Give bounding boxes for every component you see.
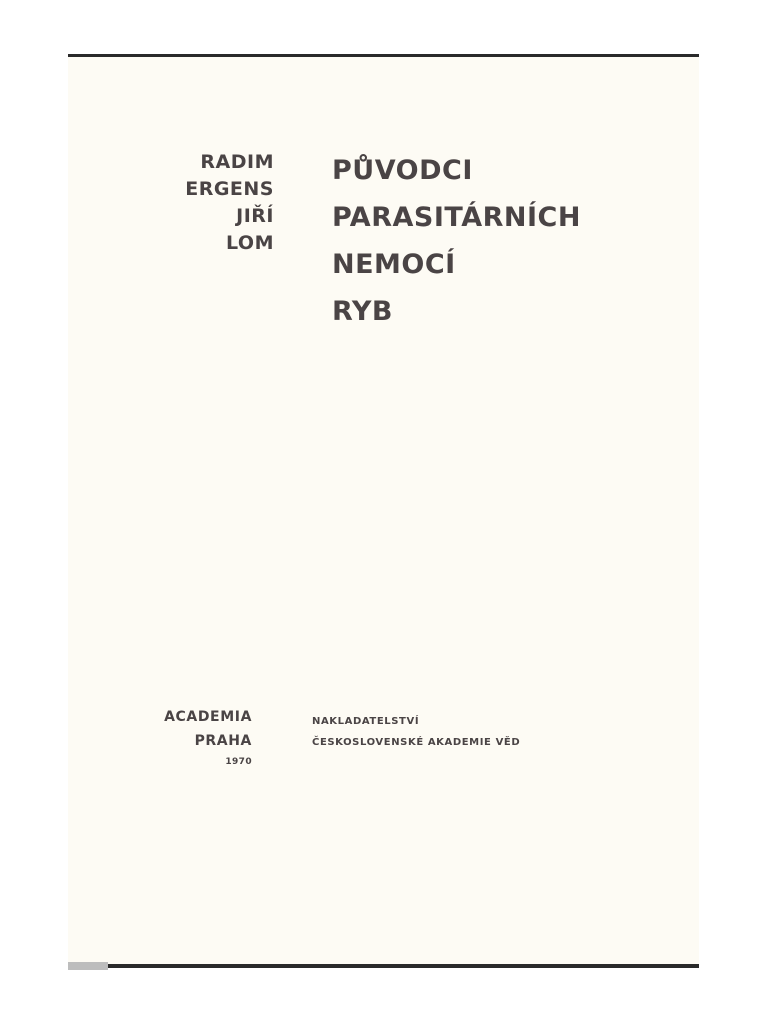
publication-year: 1970 [225, 757, 252, 767]
imprint-publisher-block [144, 705, 252, 771]
imprint-publisher-full [312, 711, 520, 753]
author-surname-1: ERGENS [185, 178, 274, 200]
book-title [332, 147, 581, 335]
scan-edge-artifact [68, 962, 108, 970]
publisher-full-line-2: ČESKOSLOVENSKÉ AKADEMIE VĚD [312, 737, 521, 748]
publisher-city: PRAHA [194, 733, 252, 749]
title-line-3: NEMOCÍ [332, 249, 456, 280]
title-line-2: PARASITÁRNÍCH [332, 202, 581, 233]
publisher-name: ACADEMIA [164, 709, 252, 725]
author-names [168, 149, 274, 257]
author-first-name-1: RADIM [200, 151, 274, 173]
title-page [68, 54, 699, 968]
publisher-full-line-1: NAKLADATELSTVÍ [312, 716, 420, 727]
title-line-1: PŮVODCI [332, 155, 473, 186]
author-surname-2: LOM [226, 232, 274, 254]
title-line-4: RYB [332, 296, 393, 327]
author-first-name-2: JIŘÍ [236, 205, 274, 227]
